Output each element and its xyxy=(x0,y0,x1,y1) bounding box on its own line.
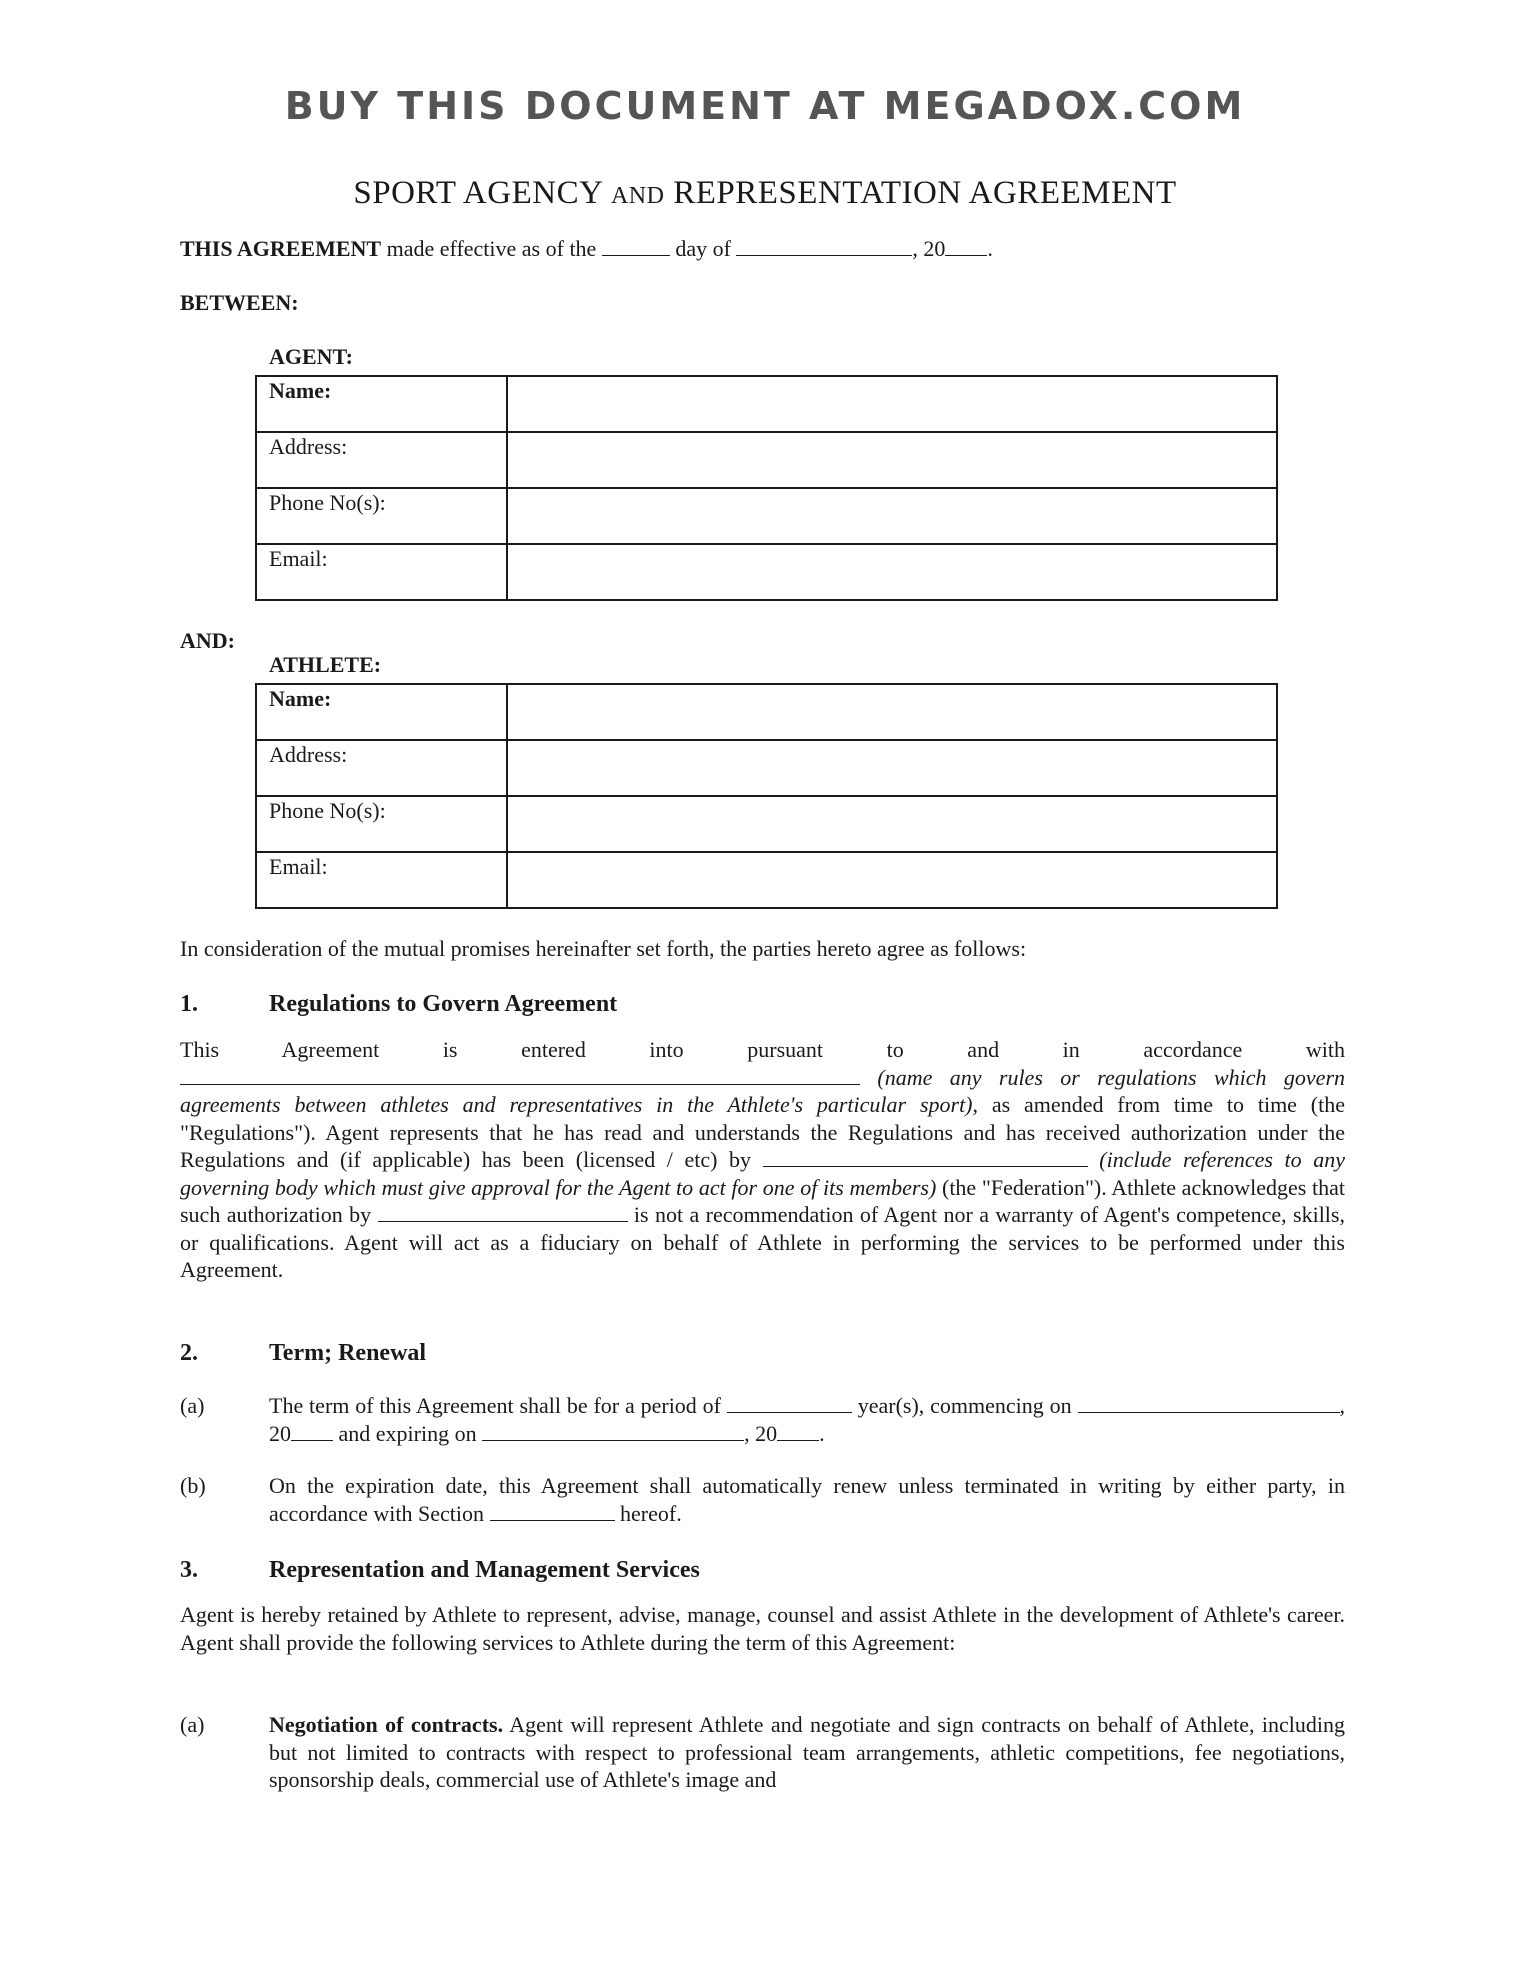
section-2-number: 2. xyxy=(180,1340,198,1366)
s1-text-2: , as amended from time to time (the "Regulations"). Agent represents that he has read and understands the Regulations and has received authorization under the Regulations and (if applicable) has been (licensed / etc) by xyxy=(180,1092,1345,1172)
athlete-address-label: Address: xyxy=(256,740,507,796)
title-part-1: SPORT AGENCY xyxy=(353,175,611,211)
section-ref-blank[interactable] xyxy=(490,1500,615,1521)
section-1-title: Regulations to Govern Agreement xyxy=(269,991,618,1017)
end-date-blank[interactable] xyxy=(482,1420,744,1441)
section-3-body: Agent is hereby retained by Athlete to represent, advise, manage, counsel and assist Athlete in the development of Athlete's career. Agent shall provide the following services to Athlete during the term of this Agreement: xyxy=(180,1602,1345,1655)
section-3-heading xyxy=(180,1557,700,1584)
athlete-email-label: Email: xyxy=(256,852,507,908)
athlete-name-label: Name: xyxy=(256,684,507,740)
section-2-title: Term; Renewal xyxy=(269,1340,427,1366)
federation-blank[interactable] xyxy=(378,1201,628,1222)
item-b-tag: (b) xyxy=(180,1473,206,1498)
section-1-body xyxy=(180,1036,1345,1284)
intro-text-day: day of xyxy=(669,236,737,261)
consideration-text: In consideration of the mutual promises hereinafter set forth, the parties hereto agree as follows: xyxy=(180,936,1027,961)
s1-text-1: This Agreement is entered into pursuant to and in accordance with xyxy=(180,1037,1345,1062)
watermark-banner: BUY THIS DOCUMENT AT MEGADOX.COM xyxy=(284,84,1246,128)
s3a-lead: Negotiation of contracts. xyxy=(269,1712,504,1737)
table-row xyxy=(256,684,1277,740)
athlete-name-field[interactable] xyxy=(507,684,1277,740)
agent-table xyxy=(255,375,1278,601)
regulations-blank[interactable] xyxy=(180,1064,860,1085)
s3-item-a-tag: (a) xyxy=(180,1712,205,1737)
section-1-heading xyxy=(180,991,617,1018)
section-2-heading xyxy=(180,1340,426,1367)
agent-name-field[interactable] xyxy=(507,376,1277,432)
agent-phone-label: Phone No(s): xyxy=(256,488,507,544)
effective-date-line xyxy=(180,235,993,263)
between-label: BETWEEN: xyxy=(180,290,299,315)
item-a-tag: (a) xyxy=(180,1393,205,1418)
title-part-3: REPRESENTATION AGREEMENT xyxy=(664,175,1177,211)
s2a-text-3: , 20 xyxy=(269,1393,1345,1446)
athlete-phone-label: Phone No(s): xyxy=(256,796,507,852)
s2b-text-2: hereof. xyxy=(614,1500,682,1526)
agent-address-field[interactable] xyxy=(507,432,1277,488)
s3a-text: Agent will represent Athlete and negotiate and sign contracts on behalf of Athlete, including but not limited to contracts with respect to professional team arrangements, athletic competitions, fee negotiations, sponsorship deals, commercial use of Athlete's image and xyxy=(269,1712,1345,1792)
years-blank[interactable] xyxy=(727,1392,852,1413)
section-3-title: Representation and Management Services xyxy=(269,1557,700,1583)
agent-email-field[interactable] xyxy=(507,544,1277,600)
title-part-2: AND xyxy=(610,183,665,209)
intro-text-year: , 20 xyxy=(912,236,946,261)
agent-address-label: Address: xyxy=(256,432,507,488)
athlete-table xyxy=(255,683,1278,909)
athlete-label: ATHLETE: xyxy=(269,652,382,677)
table-row xyxy=(256,544,1277,600)
athlete-email-field[interactable] xyxy=(507,852,1277,908)
agent-phone-field[interactable] xyxy=(507,488,1277,544)
governing-body-blank[interactable] xyxy=(763,1146,1088,1167)
document-title xyxy=(0,175,1530,212)
section-3-item-a xyxy=(180,1711,1345,1801)
s2a-text-1: The term of this Agreement shall be for a period of xyxy=(269,1393,727,1418)
end-year-blank[interactable] xyxy=(777,1420,819,1441)
agent-label: AGENT: xyxy=(269,344,353,369)
s2b-text-1: On the expiration date, this Agreement shall automatically renew unless terminated in writing by either party, in accordance with Section xyxy=(269,1473,1345,1526)
table-row xyxy=(256,740,1277,796)
section-2-item-b xyxy=(180,1472,1345,1532)
month-blank[interactable] xyxy=(736,235,912,256)
s3-item-a-body xyxy=(269,1711,1345,1794)
agent-name-label: Name: xyxy=(256,376,507,432)
s1-italic-1: (name any rules or regulations which govern agreements between athletes and representatives in the Athlete's particular sport) xyxy=(180,1064,1346,1117)
item-b-body xyxy=(269,1472,1345,1527)
athlete-address-field[interactable] xyxy=(507,740,1277,796)
athlete-phone-field[interactable] xyxy=(507,796,1277,852)
start-year-blank[interactable] xyxy=(291,1420,333,1441)
s1-text-3: (the "Federation"). Athlete acknowledges that such authorization by xyxy=(180,1174,1345,1227)
s2a-text-6: . xyxy=(819,1420,825,1446)
and-label: AND: xyxy=(180,628,235,653)
table-row xyxy=(256,852,1277,908)
agent-email-label: Email: xyxy=(256,544,507,600)
intro-text-end: . xyxy=(987,236,993,261)
s2a-text-2: year(s), commencing on xyxy=(851,1393,1078,1418)
item-a-body xyxy=(269,1392,1345,1447)
day-blank[interactable] xyxy=(602,235,670,256)
table-row xyxy=(256,376,1277,432)
s2a-text-4: and expiring on xyxy=(333,1420,483,1446)
s2a-text-5: , 20 xyxy=(744,1420,778,1446)
year-blank[interactable] xyxy=(945,235,987,256)
table-row xyxy=(256,796,1277,852)
section-3-number: 3. xyxy=(180,1557,198,1583)
start-date-blank[interactable] xyxy=(1078,1392,1340,1413)
section-2-item-a xyxy=(180,1392,1345,1452)
s1-italic-2: (include references to any governing body which must give approval for the Agent to act for one of its members) xyxy=(180,1147,1345,1200)
intro-text: made effective as of the xyxy=(381,236,602,261)
table-row xyxy=(256,488,1277,544)
table-row xyxy=(256,432,1277,488)
s1-text-4: is not a recommendation of Agent nor a warranty of Agent's competence, skills, or qualifications. Agent will act as a fiduciary on behalf of Athlete in performing the services to be performed under this Agreement. xyxy=(180,1202,1345,1282)
section-1-number: 1. xyxy=(180,991,198,1017)
agreement-lead: THIS AGREEMENT xyxy=(180,236,382,261)
